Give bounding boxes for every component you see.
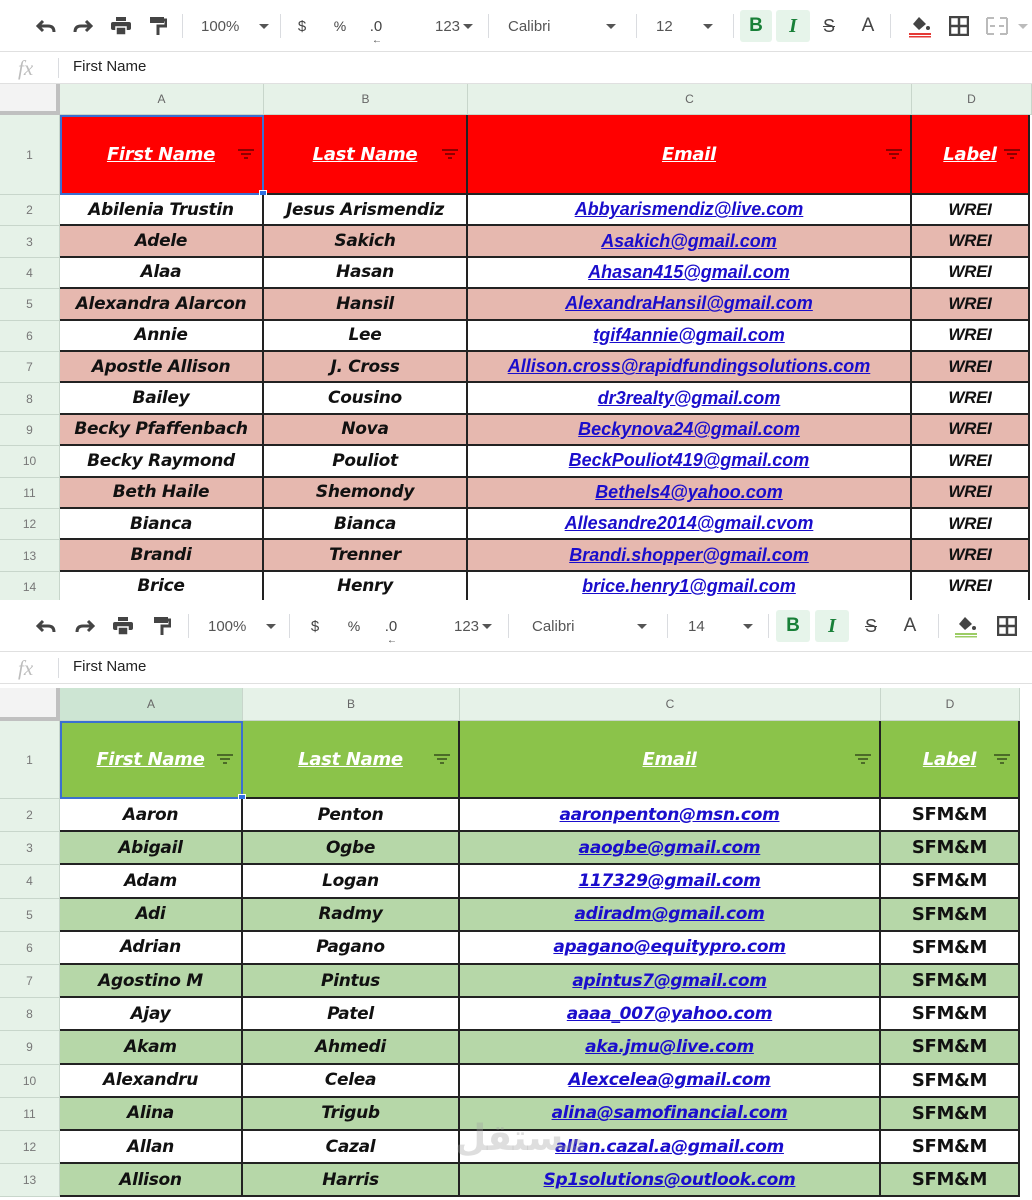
cell-email[interactable]: AlexandraHansil@gmail.com <box>468 289 912 320</box>
cell-label: WREI <box>912 321 1030 352</box>
cell-last-name: Hasan <box>264 258 468 289</box>
row-header[interactable]: 11 <box>0 1098 60 1131</box>
cell-last-name: Trigub <box>243 1098 460 1131</box>
cell-last-name: Bianca <box>264 509 468 540</box>
row-header[interactable]: 6 <box>0 932 60 965</box>
cell-first-name: Alaa <box>60 258 264 289</box>
column-header-d[interactable]: D <box>881 688 1020 721</box>
cell-last-name: Pouliot <box>264 446 468 477</box>
filter-icon[interactable] <box>886 149 902 159</box>
row-header[interactable]: 7 <box>0 352 60 383</box>
borders-icon[interactable] <box>946 10 972 42</box>
row-header[interactable]: 13 <box>0 540 60 571</box>
header-label: Last Name <box>312 143 418 165</box>
paint-format-icon[interactable] <box>146 10 170 42</box>
row-header[interactable]: 3 <box>0 226 60 257</box>
cell-label: WREI <box>912 195 1030 226</box>
italic-button[interactable]: I <box>776 10 810 42</box>
cell-last-name: Pagano <box>243 932 460 965</box>
cell-email[interactable]: tgif4annie@gmail.com <box>468 321 912 352</box>
print-icon[interactable] <box>108 10 134 42</box>
cell-first-name: Brandi <box>60 540 264 571</box>
cell-email[interactable]: Brandi.shopper@gmail.com <box>468 540 912 571</box>
column-header-c[interactable]: C <box>460 688 881 721</box>
fx-icon: fx <box>18 656 34 680</box>
bold-button[interactable]: B <box>776 610 810 642</box>
cell-last-name: Harris <box>243 1164 460 1197</box>
cell-first-name: Becky Raymond <box>60 446 264 477</box>
cell-first-name: Agostino M <box>60 965 243 998</box>
cell-label: SFM&M <box>881 799 1020 832</box>
column-header-b[interactable]: B <box>264 84 468 115</box>
number-format-select[interactable]: 123 <box>454 610 492 642</box>
print-icon[interactable] <box>110 610 136 642</box>
filter-icon[interactable] <box>855 754 871 764</box>
cell-first-name: Alina <box>60 1098 243 1131</box>
cell-email[interactable]: Abbyarismendiz@live.com <box>468 195 912 226</box>
undo-icon[interactable] <box>33 610 59 642</box>
cell-first-name: Abilenia Trustin <box>60 195 264 226</box>
paint-format-icon[interactable] <box>150 610 174 642</box>
row-header[interactable]: 10 <box>0 446 60 477</box>
cell-first-name: Bianca <box>60 509 264 540</box>
cell-label: SFM&M <box>881 1131 1020 1164</box>
cell-first-name: Ajay <box>60 998 243 1031</box>
cell-first-name: Apostle Allison <box>60 352 264 383</box>
filter-icon[interactable] <box>1004 149 1020 159</box>
cell-email[interactable]: adiradm@gmail.com <box>460 899 881 932</box>
row-header[interactable]: 10 <box>0 1065 60 1098</box>
column-header-c[interactable]: C <box>468 84 912 115</box>
cell-last-name: Ahmedi <box>243 1031 460 1064</box>
cell-email[interactable]: Allesandre2014@gmail.cvom <box>468 509 912 540</box>
cell-label: WREI <box>912 226 1030 257</box>
cell-last-name: Jesus Arismendiz <box>264 195 468 226</box>
spreadsheet-green <box>0 600 1032 1200</box>
header-label: Email <box>642 748 697 770</box>
chevron-down-icon <box>463 24 473 29</box>
cell-last-name: Patel <box>243 998 460 1031</box>
cell-label: WREI <box>912 478 1030 509</box>
strikethrough-button[interactable]: S <box>864 615 877 636</box>
cell-last-name: Celea <box>243 1065 460 1098</box>
cell-last-name: Lee <box>264 321 468 352</box>
font-select[interactable]: Calibri <box>508 10 616 42</box>
cell-email[interactable]: aaogbe@gmail.com <box>460 832 881 865</box>
cell-last-name: Sakich <box>264 226 468 257</box>
cell-label: WREI <box>912 352 1030 383</box>
cell-first-name: Alexandra Alarcon <box>60 289 264 320</box>
row-header[interactable]: 8 <box>0 998 60 1031</box>
cell-first-name: Adi <box>60 899 243 932</box>
filter-icon[interactable] <box>442 149 458 159</box>
cell-last-name: Logan <box>243 865 460 898</box>
text-color-button[interactable]: A <box>861 15 875 36</box>
toolbar <box>0 0 1032 52</box>
row-header[interactable]: 4 <box>0 258 60 289</box>
cell-last-name: Ogbe <box>243 832 460 865</box>
header-label: Label <box>922 748 977 770</box>
arrow-left-icon: ← <box>387 635 397 646</box>
zoom-select[interactable] <box>201 10 269 42</box>
header-cell-first-name[interactable] <box>60 721 243 799</box>
cell-label: WREI <box>912 572 1030 600</box>
cell-label: SFM&M <box>881 1098 1020 1131</box>
cell-first-name: Aaron <box>60 799 243 832</box>
cell-label: SFM&M <box>881 932 1020 965</box>
cell-first-name: Bailey <box>60 383 264 414</box>
cell-label: SFM&M <box>881 965 1020 998</box>
cell-email[interactable]: Beckynova24@gmail.com <box>468 415 912 446</box>
header-label: Email <box>661 143 717 165</box>
select-all-corner[interactable] <box>0 84 60 115</box>
borders-icon[interactable] <box>994 610 1020 642</box>
header-cell-first-name[interactable] <box>60 115 264 195</box>
header-cell-label[interactable] <box>881 721 1020 799</box>
cell-last-name: Cousino <box>264 383 468 414</box>
column-header-a[interactable]: A <box>60 84 264 115</box>
row-header[interactable]: 1 <box>0 721 60 799</box>
cell-last-name: Hansil <box>264 289 468 320</box>
header-label: First Name <box>96 748 205 770</box>
column-header-b[interactable]: B <box>243 688 460 721</box>
cell-last-name: J. Cross <box>264 352 468 383</box>
cell-email[interactable]: Bethels4@yahoo.com <box>468 478 912 509</box>
row-header[interactable]: 1 <box>0 115 60 195</box>
cell-email[interactable]: Alexcelea@gmail.com <box>460 1065 881 1098</box>
header-cell-email[interactable] <box>468 115 912 195</box>
header-cell-last-name[interactable] <box>264 115 468 195</box>
cell-email[interactable]: Asakich@gmail.com <box>468 226 912 257</box>
italic-button[interactable]: I <box>815 610 849 642</box>
row-header[interactable]: 9 <box>0 1031 60 1064</box>
cell-label: WREI <box>912 383 1030 414</box>
toolbar <box>0 600 1032 652</box>
chevron-down-icon <box>259 24 269 29</box>
fx-icon: fx <box>18 56 34 80</box>
font-size-select[interactable]: 12 <box>656 10 713 42</box>
chevron-down-icon <box>743 624 753 629</box>
row-header[interactable]: 14 <box>0 572 60 600</box>
cell-first-name: Beth Haile <box>60 478 264 509</box>
number-format-select[interactable]: 123 <box>435 10 473 42</box>
filter-icon[interactable] <box>994 754 1010 764</box>
formula-input[interactable]: First Name <box>73 658 147 675</box>
formula-bar <box>0 652 1032 684</box>
cell-last-name: Shemondy <box>264 478 468 509</box>
cell-first-name: Abigail <box>60 832 243 865</box>
fill-color-icon[interactable] <box>950 610 982 642</box>
row-header[interactable]: 12 <box>0 1131 60 1164</box>
percent-button[interactable]: % <box>347 618 361 634</box>
cell-last-name: Penton <box>243 799 460 832</box>
formula-input[interactable]: First Name <box>73 58 147 75</box>
header-cell-label[interactable] <box>912 115 1030 195</box>
cell-label: WREI <box>912 289 1030 320</box>
cell-first-name: Alexandru <box>60 1065 243 1098</box>
column-header-a[interactable]: A <box>60 688 243 721</box>
cell-first-name: Adele <box>60 226 264 257</box>
chevron-down-icon <box>266 624 276 629</box>
merge-cells-icon[interactable] <box>984 10 1010 42</box>
font-size-select[interactable]: 14 <box>688 610 753 642</box>
cell-label: SFM&M <box>881 832 1020 865</box>
filter-icon[interactable] <box>434 754 450 764</box>
cell-last-name: Cazal <box>243 1131 460 1164</box>
decrease-decimal-button[interactable]: .0 ← <box>384 617 398 646</box>
row-header[interactable]: 6 <box>0 321 60 352</box>
cell-first-name: Brice <box>60 572 264 600</box>
header-cell-last-name[interactable] <box>243 721 460 799</box>
cell-email[interactable]: aka.jmu@live.com <box>460 1031 881 1064</box>
row-header[interactable]: 9 <box>0 415 60 446</box>
cell-email[interactable]: alina@samofinancial.com <box>460 1098 881 1131</box>
header-label: Label <box>943 143 997 165</box>
cell-label: SFM&M <box>881 865 1020 898</box>
merge-dropdown[interactable] <box>1016 10 1030 42</box>
cell-label: SFM&M <box>881 1031 1020 1064</box>
cell-email[interactable]: allan.cazal.a@gmail.com <box>460 1131 881 1164</box>
header-label: Last Name <box>298 748 403 770</box>
row-header[interactable]: 7 <box>0 965 60 998</box>
redo-icon[interactable] <box>72 610 98 642</box>
cell-label: WREI <box>912 509 1030 540</box>
row-header[interactable]: 12 <box>0 509 60 540</box>
cell-label: WREI <box>912 540 1030 571</box>
zoom-value: 100% <box>201 17 240 35</box>
cell-label: WREI <box>912 446 1030 477</box>
cell-email[interactable]: Sp1solutions@outlook.com <box>460 1164 881 1197</box>
zoom-value: 100% <box>208 617 247 635</box>
watermark: مستقل <box>455 1118 587 1159</box>
cell-last-name: Radmy <box>243 899 460 932</box>
text-color-button[interactable]: A <box>903 615 917 636</box>
strikethrough-button[interactable]: S <box>822 15 835 36</box>
cell-email[interactable]: aaaa_007@yahoo.com <box>460 998 881 1031</box>
decrease-decimal-button[interactable]: .0 ← <box>369 17 383 46</box>
cell-first-name: Allan <box>60 1131 243 1164</box>
row-header[interactable]: 5 <box>0 899 60 932</box>
font-select[interactable]: Calibri <box>532 610 647 642</box>
undo-icon[interactable] <box>33 10 59 42</box>
row-header[interactable]: 4 <box>0 865 60 898</box>
row-header[interactable]: 2 <box>0 799 60 832</box>
row-header[interactable]: 3 <box>0 832 60 865</box>
cell-email[interactable]: dr3realty@gmail.com <box>468 383 912 414</box>
cell-label: SFM&M <box>881 899 1020 932</box>
formula-bar <box>0 52 1032 84</box>
cell-email[interactable]: Ahasan415@gmail.com <box>468 258 912 289</box>
bold-button[interactable]: B <box>740 10 772 42</box>
cell-email[interactable]: brice.henry1@gmail.com <box>468 572 912 600</box>
cell-first-name: Adam <box>60 865 243 898</box>
header-cell-email[interactable] <box>460 721 881 799</box>
redo-icon[interactable] <box>70 10 96 42</box>
cell-email[interactable]: BeckPouliot419@gmail.com <box>468 446 912 477</box>
header-label: First Name <box>106 143 216 165</box>
select-all-corner[interactable] <box>0 688 60 721</box>
cell-last-name: Nova <box>264 415 468 446</box>
row-header[interactable]: 13 <box>0 1164 60 1197</box>
cell-first-name: Allison <box>60 1164 243 1197</box>
cell-label: SFM&M <box>881 998 1020 1031</box>
cell-label: WREI <box>912 258 1030 289</box>
chevron-down-icon <box>637 624 647 629</box>
cell-email[interactable]: 117329@gmail.com <box>460 865 881 898</box>
row-header[interactable]: 8 <box>0 383 60 414</box>
cell-last-name: Henry <box>264 572 468 600</box>
filter-icon[interactable] <box>217 754 233 764</box>
cell-label: SFM&M <box>881 1065 1020 1098</box>
cell-last-name: Pintus <box>243 965 460 998</box>
currency-button[interactable]: $ <box>310 617 320 635</box>
chevron-down-icon <box>1018 24 1028 29</box>
arrow-left-icon: ← <box>372 35 382 46</box>
chevron-down-icon <box>703 24 713 29</box>
cell-label: SFM&M <box>881 1164 1020 1197</box>
cell-label: WREI <box>912 415 1030 446</box>
fill-color-icon[interactable] <box>904 10 936 42</box>
cell-last-name: Trenner <box>264 540 468 571</box>
cell-first-name: Akam <box>60 1031 243 1064</box>
column-header-d[interactable]: D <box>912 84 1032 115</box>
cell-email[interactable]: Allison.cross@rapidfundingsolutions.com <box>468 352 912 383</box>
zoom-select[interactable] <box>208 610 276 642</box>
row-header[interactable]: 11 <box>0 478 60 509</box>
chevron-down-icon <box>606 24 616 29</box>
cell-first-name: Becky Pfaffenbach <box>60 415 264 446</box>
cell-email[interactable]: aaronpenton@msn.com <box>460 799 881 832</box>
cell-first-name: Annie <box>60 321 264 352</box>
currency-button[interactable]: $ <box>297 17 307 35</box>
cell-first-name: Adrian <box>60 932 243 965</box>
row-header[interactable]: 2 <box>0 195 60 226</box>
cell-email[interactable]: apagano@equitypro.com <box>460 932 881 965</box>
row-header[interactable]: 5 <box>0 289 60 320</box>
filter-icon[interactable] <box>238 149 254 159</box>
cell-email[interactable]: apintus7@gmail.com <box>460 965 881 998</box>
chevron-down-icon <box>482 624 492 629</box>
percent-button[interactable]: % <box>333 18 347 34</box>
